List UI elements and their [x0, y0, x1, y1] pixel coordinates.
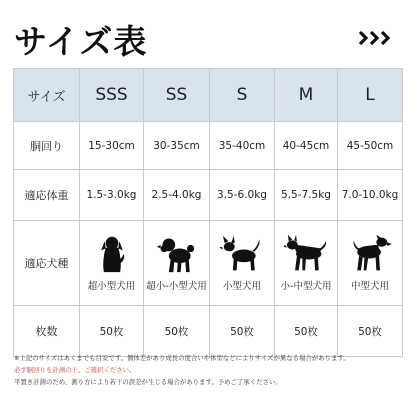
note-line-measure-warning: 必ず胴回りを計測の上、ご選択ください。 — [14, 366, 136, 374]
table-header-row — [14, 69, 403, 122]
dog-silhouette-icon — [89, 234, 135, 274]
count-cell: 50枚 — [210, 306, 275, 357]
count-cell: 50枚 — [275, 306, 338, 357]
size-header-sss: SSS — [80, 69, 144, 122]
weight-cell: 5.5-7.5kg — [275, 170, 338, 221]
row-label-girth: 胴回り — [14, 122, 80, 170]
girth-cell: 30-35cm — [144, 122, 210, 170]
girth-cell: 15-30cm — [80, 122, 144, 170]
girth-cell: 40-45cm — [275, 122, 338, 170]
table-row-breed — [14, 221, 403, 306]
row-label-count: 枚数 — [14, 306, 80, 357]
girth-cell: 35-40cm — [210, 122, 275, 170]
size-header-ss: SS — [144, 69, 210, 122]
count-cell: 50枚 — [338, 306, 403, 357]
triple-chevron-right-icon — [358, 30, 394, 46]
weight-cell: 2.5-4.0kg — [144, 170, 210, 221]
dog-silhouette-icon — [154, 234, 200, 274]
table-row-count — [14, 306, 403, 357]
size-header-m: M — [275, 69, 338, 122]
note-line-measurement: 平置き計測のため、測り方により若干の誤差が生じる場合があります。予めご了承ください。 — [14, 378, 282, 386]
count-cell: 50枚 — [80, 306, 144, 357]
table-row-girth — [14, 122, 403, 170]
breed-label: 超小-小型犬用 — [146, 281, 207, 292]
row-label-breed: 適応犬種 — [14, 221, 80, 306]
dog-silhouette-icon — [219, 234, 265, 274]
breed-cell — [80, 221, 144, 306]
breed-label: 小型犬用 — [222, 281, 261, 292]
weight-cell: 7.0-10.0kg — [338, 170, 403, 221]
note-line-disclaimer: ※上記のサイズはあくまでも目安です。個体差があり成長の度合いや体型などによりサイズが異なる場合があります。 — [14, 354, 350, 362]
weight-cell: 1.5-3.0kg — [80, 170, 144, 221]
size-header-l: L — [338, 69, 403, 122]
count-cell: 50枚 — [144, 306, 210, 357]
notes — [14, 352, 406, 388]
girth-cell: 45-50cm — [338, 122, 403, 170]
breed-cell — [144, 221, 210, 306]
dog-silhouette-icon — [347, 234, 393, 274]
dog-silhouette-icon — [283, 234, 329, 274]
breed-label: 小-中型犬用 — [280, 281, 332, 292]
weight-cell: 3.5-6.0kg — [210, 170, 275, 221]
header-label-cell: サイズ — [14, 69, 80, 122]
row-label-weight: 適応体重 — [14, 170, 80, 221]
page-title: サイズ表 — [14, 22, 148, 61]
breed-label: 中型犬用 — [350, 281, 389, 292]
table-row-weight — [14, 170, 403, 221]
size-header-s: S — [210, 69, 275, 122]
breed-cell — [275, 221, 338, 306]
size-table — [13, 68, 403, 357]
breed-cell — [210, 221, 275, 306]
breed-label: 超小型犬用 — [87, 281, 136, 292]
breed-cell — [338, 221, 403, 306]
